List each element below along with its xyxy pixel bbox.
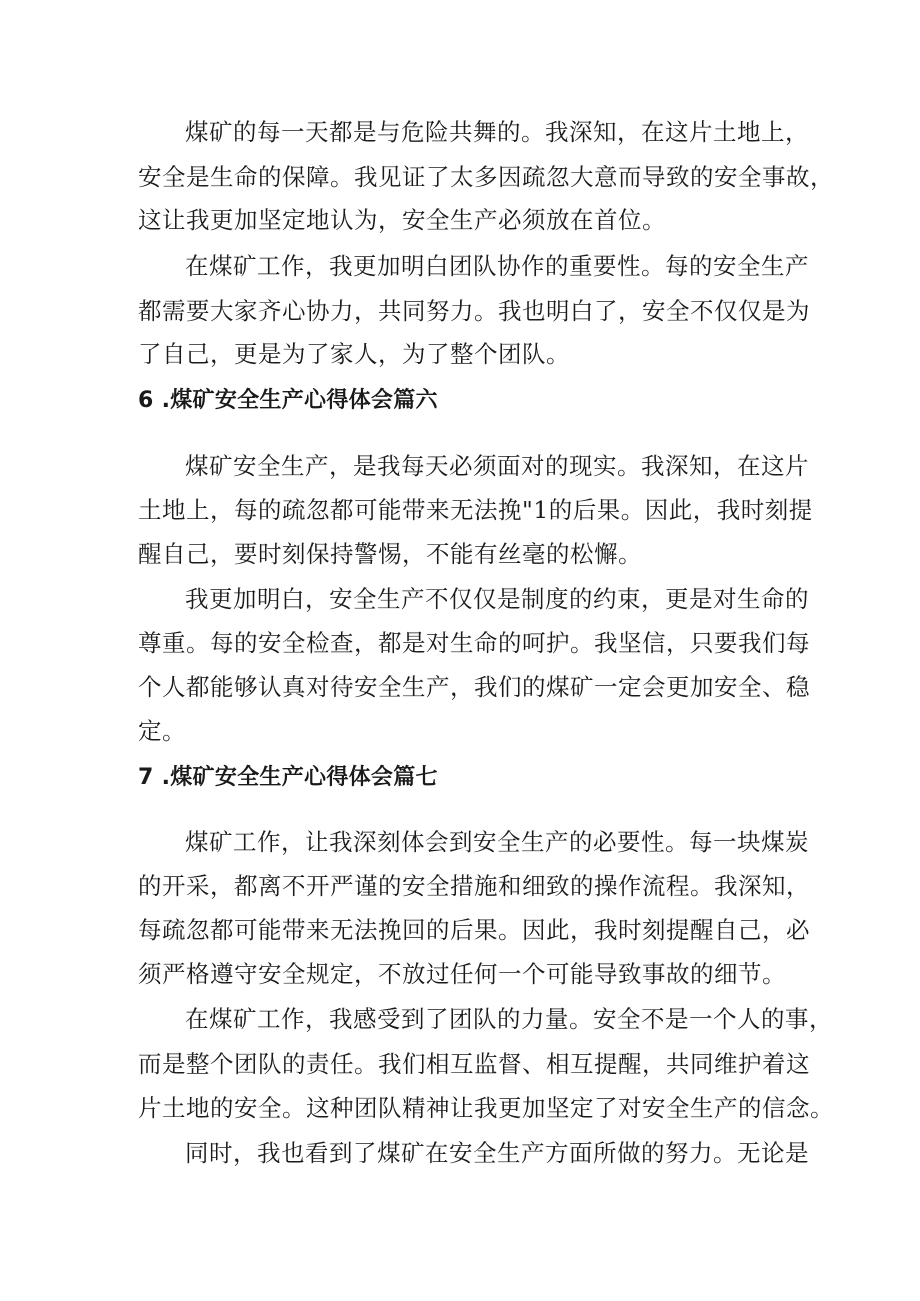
paragraph-line: 这让我更加坚定地认为，安全生产必须放在首位。 (138, 206, 666, 234)
paragraph-line: 在煤矿工作，我感受到了团队的力量。安全不是一个人的事， (185, 1005, 833, 1033)
paragraph-line: 在煤矿工作，我更加明白团队协作的重要性。每的安全生产 (185, 252, 809, 280)
paragraph-line: 的开采，都离不开严谨的安全措施和细致的操作流程。我深知， (138, 872, 810, 900)
paragraph-line: 尊重。每的安全检查，都是对生命的呵护。我坚信，只要我们每 (138, 629, 810, 657)
paragraph-line: 土地上，每的疏忽都可能带来无法挽"1的后果。因此，我时刻提 (138, 496, 813, 524)
paragraph-line: 而是整个团队的责任。我们相互监督、相互提醒，共同维护着这 (138, 1050, 810, 1078)
section-heading-6: 6 .煤矿安全生产心得体会篇六 (138, 388, 438, 413)
paragraph-line: 同时，我也看到了煤矿在安全生产方面所做的努力。无论是 (185, 1139, 809, 1167)
paragraph-line: 煤矿安全生产，是我每天必须面对的现实。我深知，在这片 (185, 452, 809, 480)
paragraph-line: 醒自己，要时刻保持警惕，不能有丝毫的松懈。 (138, 540, 642, 568)
paragraph-line: 片土地的安全。这种团队精神让我更加坚定了对安全生产的信念。 (138, 1094, 834, 1122)
paragraph-line: 煤矿工作，让我深刻体会到安全生产的必要性。每一块煤炭 (185, 828, 809, 856)
paragraph-line: 个人都能够认真对待安全生产，我们的煤矿一定会更加安全、稳 (138, 673, 810, 701)
paragraph-line: 我更加明白，安全生产不仅仅是制度的约束，更是对生命的 (185, 585, 809, 613)
paragraph-line: 安全是生命的保障。我见证了太多因疏忽大意而导致的安全事故， (138, 163, 834, 191)
paragraph-line: 都需要大家齐心协力，共同努力。我也明白了，安全不仅仅是为 (138, 297, 810, 325)
section-heading-7: 7 .煤矿安全生产心得体会篇七 (138, 765, 438, 790)
paragraph-line: 煤矿的每一天都是与危险共舞的。我深知，在这片土地上， (185, 118, 809, 146)
paragraph-line: 了自己，更是为了家人，为了整个团队。 (138, 340, 570, 368)
paragraph-line: 定。 (138, 717, 186, 745)
paragraph-line: 每疏忽都可能带来无法挽回的后果。因此，我时刻提醒自己，必 (138, 916, 810, 944)
paragraph-line: 须严格遵守安全规定，不放过任何一个可能导致事故的细节。 (138, 960, 786, 988)
